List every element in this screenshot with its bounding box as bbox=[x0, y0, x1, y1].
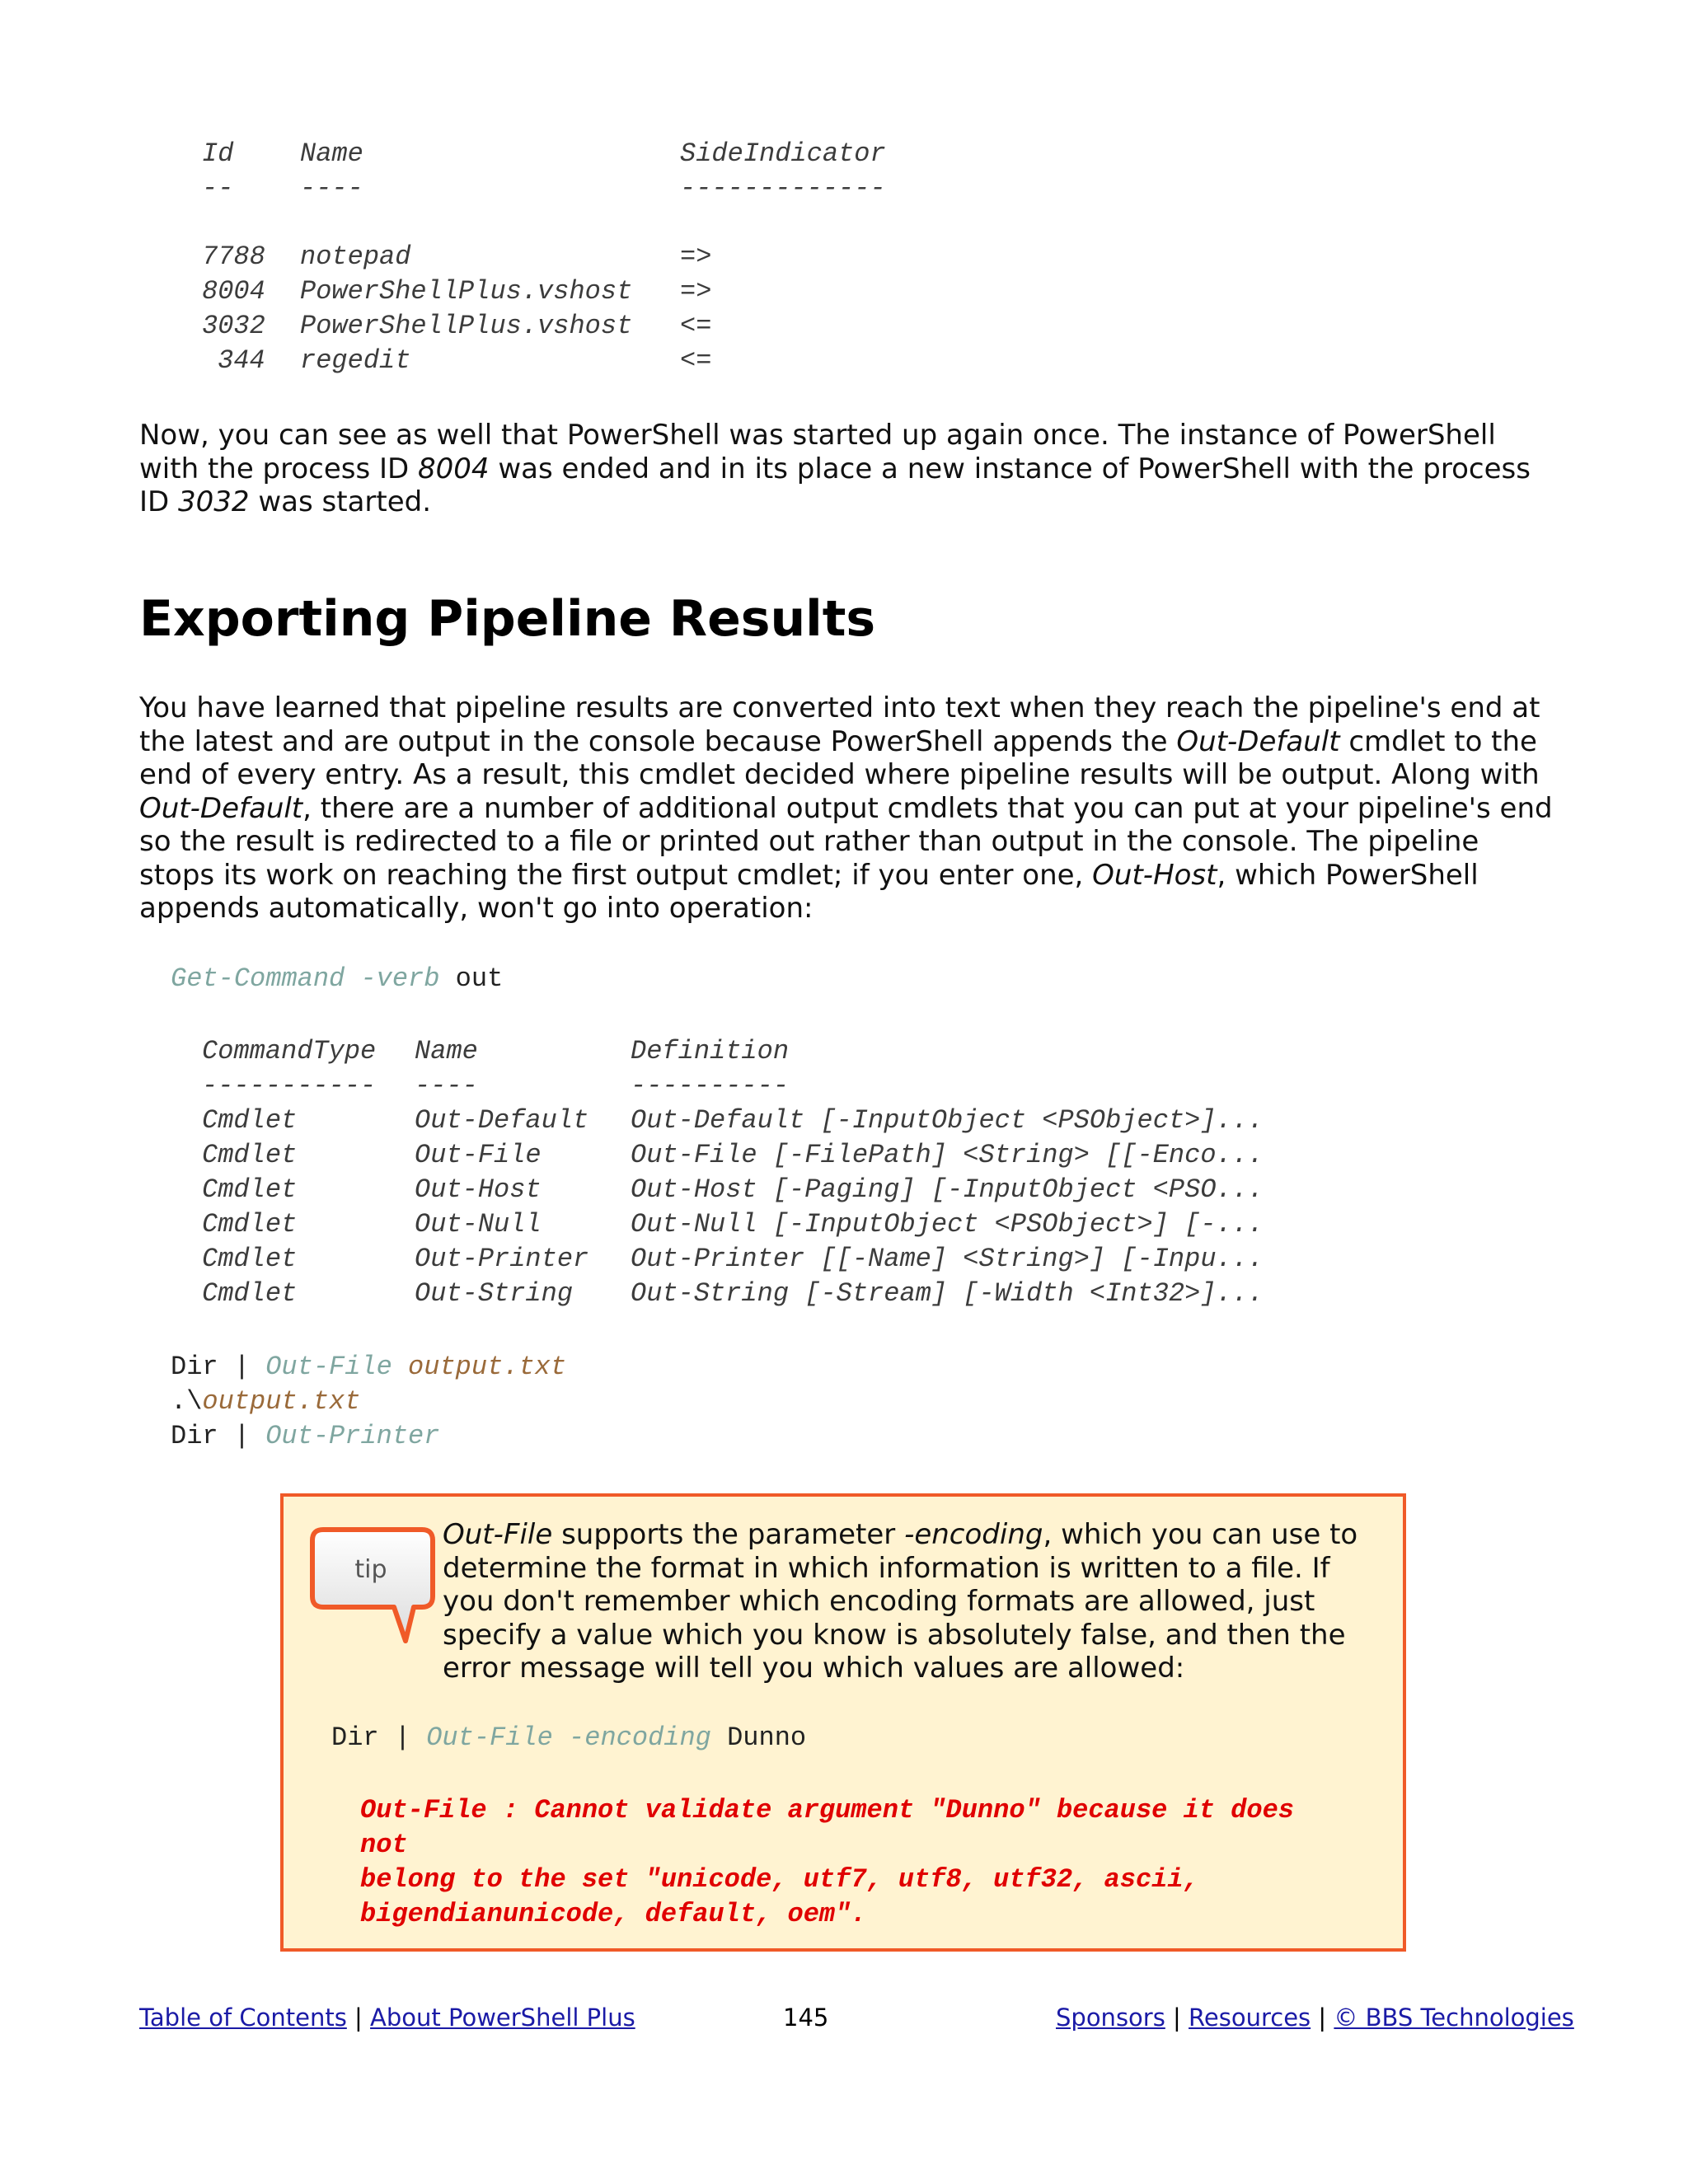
paragraph-process-restart bbox=[139, 419, 1557, 519]
emphasis-cmdlet: Out-Host bbox=[1092, 858, 1217, 892]
table-cell-name: Out-String bbox=[415, 1278, 574, 1309]
footer-separator: | bbox=[1311, 2004, 1334, 2032]
footer-left-links bbox=[139, 2004, 635, 2032]
error-line: belong to the set "unicode, utf7, utf8, utf32, ascii, bbox=[360, 1864, 1199, 1895]
table-cell-name: regedit bbox=[300, 345, 411, 376]
table-header-sideindicator: SideIndicator bbox=[680, 138, 886, 169]
text-span: was started. bbox=[249, 485, 432, 518]
sponsors-link[interactable]: Sponsors bbox=[1056, 2004, 1165, 2032]
code-string: output.txt bbox=[202, 1386, 361, 1417]
text-span: supports the parameter bbox=[552, 1518, 905, 1551]
code-argument: Dunno bbox=[710, 1722, 807, 1753]
section-heading: Exporting Pipeline Results bbox=[139, 590, 876, 648]
emphasis-cmdlet: Out-Default bbox=[1176, 724, 1340, 758]
table-separator: ------------- bbox=[680, 173, 886, 204]
code-cmdlet: Out-File bbox=[265, 1352, 392, 1382]
table-cell-type: Cmdlet bbox=[202, 1174, 298, 1205]
code-parameter: -verb bbox=[360, 963, 440, 994]
table-separator: ---- bbox=[300, 173, 363, 204]
paragraph-pipeline-results bbox=[139, 691, 1557, 926]
table-of-contents-link[interactable]: Table of Contents bbox=[139, 2004, 347, 2032]
code-line-out-file bbox=[171, 1350, 566, 1385]
table-cell-type: Cmdlet bbox=[202, 1105, 298, 1136]
table-cell-type: Cmdlet bbox=[202, 1278, 298, 1309]
emphasis-cmdlet: Out-Default bbox=[139, 791, 303, 825]
table-header-definition: Definition bbox=[631, 1036, 790, 1066]
table-cell-name: Out-File bbox=[415, 1140, 542, 1170]
table-separator: -- bbox=[202, 173, 234, 204]
table-cell-name: Out-Null bbox=[415, 1209, 542, 1240]
table-separator: ---------- bbox=[631, 1071, 790, 1101]
table-cell-name: Out-Printer bbox=[415, 1244, 589, 1274]
table-cell-id: 7788 bbox=[202, 241, 265, 272]
table-cell-type: Cmdlet bbox=[202, 1209, 298, 1240]
table-header-commandtype: CommandType bbox=[202, 1036, 377, 1066]
table-cell-name: notepad bbox=[300, 241, 411, 272]
emphasis-process-id: 3032 bbox=[178, 485, 250, 518]
table-cell-type: Cmdlet bbox=[202, 1140, 298, 1170]
bbs-technologies-link[interactable]: © BBS Technologies bbox=[1334, 2004, 1574, 2032]
code-text: Dir | bbox=[171, 1421, 266, 1451]
table-cell-side: <= bbox=[680, 345, 712, 376]
code-cmdlet: Out-Printer bbox=[265, 1421, 440, 1451]
code-line-open-file bbox=[171, 1385, 360, 1419]
tip-speech-bubble-icon bbox=[308, 1526, 437, 1646]
code-string: output.txt bbox=[408, 1352, 567, 1382]
table-cell-definition: Out-Printer [[-Name] <String>] [-Inpu... bbox=[631, 1244, 1264, 1274]
code-cmdlet: Out-File bbox=[426, 1722, 553, 1753]
table-cell-name: PowerShellPlus.vshost bbox=[300, 276, 633, 307]
code-argument: out bbox=[455, 963, 504, 994]
text-span: You have learned that pipeline results are converted into text when they reach the pipeline's end at the latest and are output in the console because PowerShell appends the bbox=[139, 691, 1540, 758]
code-space bbox=[392, 1352, 408, 1382]
about-powershell-plus-link[interactable]: About PowerShell Plus bbox=[370, 2004, 635, 2032]
code-cmdlet: Get-Command bbox=[171, 963, 345, 994]
table-header-id: Id bbox=[202, 138, 234, 169]
emphasis-parameter: -encoding bbox=[904, 1518, 1043, 1551]
table-cell-definition: Out-String [-Stream] [-Width <Int32>]... bbox=[631, 1278, 1264, 1309]
table-cell-side: => bbox=[680, 241, 712, 272]
error-line: Out-File : Cannot validate argument "Dunno" because it does bbox=[360, 1795, 1294, 1825]
text-span: , there are a number of additional output cmdlets that you can put at your pipeline's end so the result is redirected to a file or printed out rather than output in the console. The pipeline stops its work on reaching the first output cmdlet; if you enter one, bbox=[139, 791, 1553, 892]
table-header-name: Name bbox=[300, 138, 363, 169]
footer-right-links bbox=[1056, 2004, 1574, 2032]
emphasis-process-id: 8004 bbox=[418, 452, 490, 485]
table-cell-name: PowerShellPlus.vshost bbox=[300, 311, 633, 341]
table-cell-type: Cmdlet bbox=[202, 1244, 298, 1274]
tip-text bbox=[443, 1518, 1374, 1685]
page-number: 145 bbox=[783, 2004, 829, 2032]
tip-icon-label: tip bbox=[354, 1555, 387, 1584]
table-separator: ---- bbox=[415, 1071, 478, 1101]
footer-separator: | bbox=[1165, 2004, 1189, 2032]
error-line: bigendianunicode, default, oem". bbox=[360, 1899, 867, 1929]
code-line-out-printer bbox=[171, 1419, 439, 1454]
code-space bbox=[553, 1722, 569, 1753]
emphasis-cmdlet: Out-File bbox=[443, 1518, 553, 1551]
table-cell-side: => bbox=[680, 276, 712, 307]
code-get-command bbox=[171, 962, 503, 996]
table-cell-id: 3032 bbox=[202, 311, 265, 341]
table-cell-id: 344 bbox=[218, 345, 265, 376]
table-cell-definition: Out-Default [-InputObject <PSObject>]... bbox=[631, 1105, 1264, 1136]
code-parameter: -encoding bbox=[569, 1722, 711, 1753]
table-cell-name: Out-Default bbox=[415, 1105, 589, 1136]
code-text: Dir | bbox=[171, 1352, 266, 1382]
table-cell-definition: Out-Null [-InputObject <PSObject>] [-... bbox=[631, 1209, 1264, 1240]
resources-link[interactable]: Resources bbox=[1189, 2004, 1311, 2032]
table-separator: ----------- bbox=[202, 1071, 377, 1101]
table-header-name: Name bbox=[415, 1036, 478, 1066]
footer-separator: | bbox=[346, 2004, 371, 2032]
table-cell-definition: Out-File [-FilePath] <String> [[-Enco... bbox=[631, 1140, 1264, 1170]
tip-code-line bbox=[331, 1721, 806, 1755]
code-text: Dir | bbox=[331, 1722, 427, 1753]
code-text: .\ bbox=[171, 1386, 203, 1417]
table-cell-definition: Out-Host [-Paging] [-InputObject <PSO... bbox=[631, 1174, 1264, 1205]
table-cell-id: 8004 bbox=[202, 276, 265, 307]
text-span: was ended and in its place a new instance of PowerShell with the process ID bbox=[139, 452, 1531, 518]
text-span: , which you can use to determine the format in which information is written to a file. If you don't remember which encoding formats are allowed, just specify a value which you know is absolutely false, and then the error message will tell you which values are allowed: bbox=[443, 1518, 1358, 1685]
text-span: cmdlet to the end of every entry. As a result, this cmdlet decided where pipeline results will be output. Along with bbox=[139, 724, 1540, 791]
table-cell-name: Out-Host bbox=[415, 1174, 542, 1205]
text-span: , which PowerShell appends automatically, won't go into operation: bbox=[139, 858, 1479, 925]
error-line: not bbox=[360, 1830, 408, 1860]
table-cell-side: <= bbox=[680, 311, 712, 341]
text-span: Now, you can see as well that PowerShell was started up again once. The instance of PowerShell with the process ID bbox=[139, 419, 1496, 485]
